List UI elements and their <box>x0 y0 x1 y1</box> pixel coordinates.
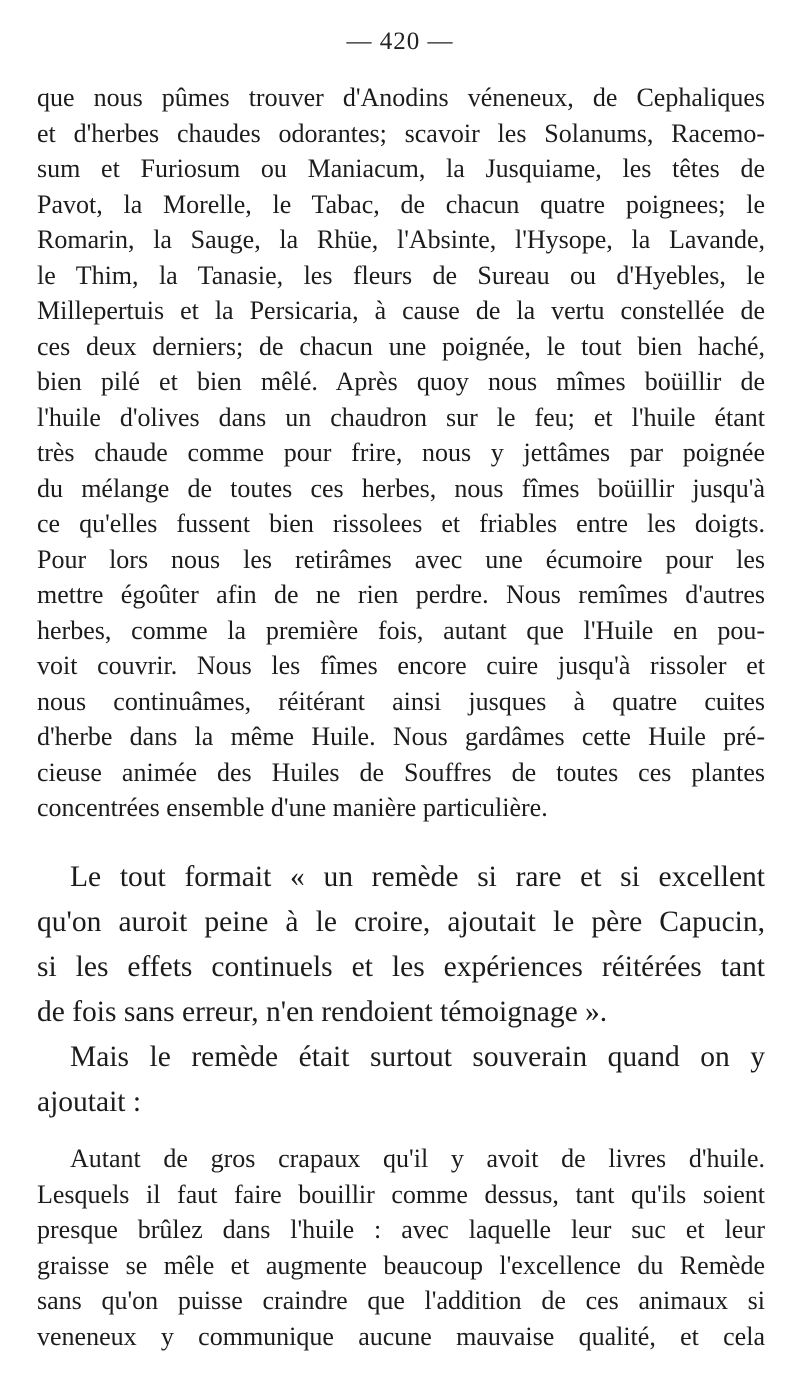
text-line: presque brûlez dans l'huile : avec laquelle leur suc et leur <box>37 1215 765 1244</box>
text-line: nous continuâmes, réitérant ainsi jusques à quatre cuites <box>37 686 765 716</box>
text-line: herbes, comme la première fois, autant que l'Huile en pou- <box>37 615 765 645</box>
text-line: Lesquels il faut faire bouillir comme dessus, tant qu'ils soient <box>37 1179 765 1209</box>
text-line: graisse se mêle et augmente beaucoup l'excellence du Remède <box>37 1250 765 1280</box>
text-line: Autant de gros crapaux qu'il y avoit de livres d'huile. <box>70 1144 765 1173</box>
text-line: ce qu'elles fussent bien rissolees et friables entre les doigts. <box>37 509 765 538</box>
text-line: ajoutait : <box>37 1086 142 1118</box>
text-line: et d'herbes chaudes odorantes; scavoir les Solanums, Racemo- <box>37 118 765 148</box>
paragraph-remedy <box>37 855 765 1035</box>
text-line: Romarin, la Sauge, la Rhüe, l'Absinte, l'Hysope, la Lavande, <box>37 225 765 254</box>
quote-block-recipe <box>37 80 765 826</box>
text-line: l'huile d'olives dans un chaudron sur le feu; et l'huile étant <box>37 402 765 432</box>
text-line: ces deux derniers; de chacun une poignée, le tout bien haché, <box>37 331 765 361</box>
text-line: d'herbe dans la même Huile. Nous gardâmes cette Huile pré- <box>37 722 765 751</box>
text-line: voit couvrir. Nous les fîmes encore cuire jusqu'à rissoler et <box>37 651 765 680</box>
text-line: Millepertuis et la Persicaria, à cause de la vertu constellée de <box>37 296 765 325</box>
paragraph-addition <box>37 1035 765 1125</box>
text-line: bien pilé et bien mêlé. Après quoy nous mîmes boüillir de <box>37 367 765 396</box>
page-number: — 420 — <box>346 28 454 55</box>
text-line: très chaude comme pour frire, nous y jettâmes par poignée <box>37 438 765 467</box>
text-line: le Thim, la Tanasie, les fleurs de Sureau ou d'Hyebles, le <box>37 260 765 290</box>
text-line: du mélange de toutes ces herbes, nous fîmes boüillir jusqu'à <box>37 473 765 503</box>
text-line: sans qu'on puisse craindre que l'addition de ces animaux si <box>37 1286 765 1315</box>
text-line: si les effets continuels et les expériences réitérées tant <box>37 951 765 983</box>
text-line: mettre égoûter afin de ne rien perdre. Nous remîmes d'autres <box>37 580 765 609</box>
text-line: Mais le remède était surtout souverain quand on y <box>70 1041 765 1073</box>
text-line: qu'on auroit peine à le croire, ajoutait le père Capucin, <box>37 906 765 938</box>
text-line: de fois sans erreur, n'en rendoient témoignage ». <box>37 996 608 1028</box>
text-line: sum et Furiosum ou Maniacum, la Jusquiame, les têtes de <box>37 154 765 183</box>
text-line: cieuse animée des Huiles de Souffres de toutes ces plantes <box>37 757 765 787</box>
text-line: veneneux y communique aucune mauvaise qualité, et cela <box>37 1321 765 1351</box>
text-line: Pavot, la Morelle, le Tabac, de chacun quatre poignees; le <box>37 189 765 219</box>
quote-block-toads <box>37 1141 765 1354</box>
text-line: que nous pûmes trouver d'Anodins véneneux, de Cephaliques <box>37 83 765 112</box>
text-line: concentrées ensemble d'une manière particulière. <box>37 793 548 822</box>
text-line: Pour lors nous les retirâmes avec une écumoire pour les <box>37 544 765 574</box>
text-line: Le tout formait « un remède si rare et si excellent <box>70 861 765 893</box>
